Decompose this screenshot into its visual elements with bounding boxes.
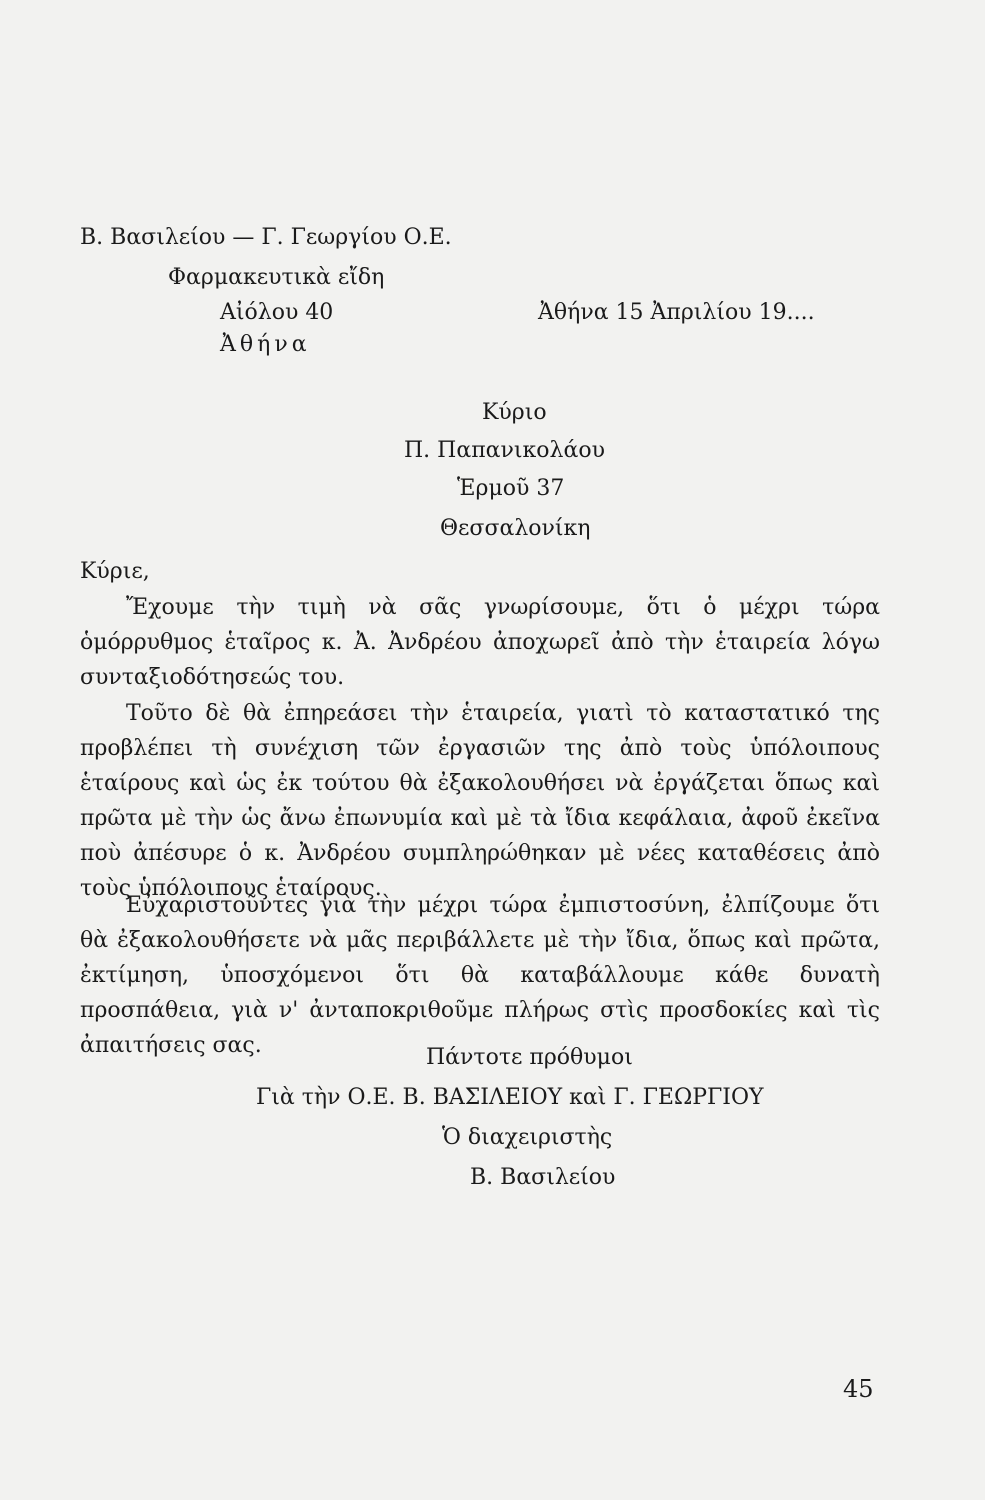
recipient-street: Ἑρμοῦ 37 [457, 476, 565, 501]
manager-title: Ὁ διαχειριστὴς [442, 1125, 613, 1150]
recipient-title: Κύριο [482, 400, 547, 425]
sender-city: Ἀθήνα [220, 332, 311, 357]
salutation: Κύριε, [80, 559, 150, 584]
body-paragraph: Τοῦτο δὲ θὰ ἐπηρεάσει τὴν ἑταιρεία, γιατὶ τὸ καταστατικό της προβλέπει τὴ συνέχιση τῶν ἐργασιῶν της ἀπὸ τοὺς ὑπόλοιπους ἑταίρους καὶ ὡς ἐκ τούτου θὰ ἐξακολουθήσει νὰ ἐργάζεται ὅπως καὶ πρῶτα μὲ τὴν ὡς ἄνω ἐπωνυμία καὶ μὲ τὰ ἴδια κεφάλαια, ἀφοῦ ἐκεῖνα ποὺ ἀπέσυρε ὁ κ. Ἀνδρέου συμπληρώθηκαν μὲ νέες καταθέσεις ἀπὸ τοὺς ὑπόλοιπους ἑταίρους. [80, 701, 880, 901]
closing-phrase: Πάντοτε πρόθυμοι [426, 1045, 633, 1070]
body-paragraph: Εὐχαριστοῦντες γιὰ τὴν μέχρι τώρα ἐμπιστοσύνη, ἐλπίζουμε ὅτι θὰ ἐξακολουθήσετε νὰ μᾶς περιβάλλετε μὲ τὴν ἴδια, ὅπως καὶ πρῶτα, ἐκτίμηση, ὑποσχόμενοι ὅτι θὰ καταβάλλουμε κάθε δυνατὴ προσπάθεια, γιὰ ν' ἀνταποκριθοῦμε πλήρως στὶς προσδοκίες καὶ τὶς ἀπαιτήσεις σας. [80, 893, 880, 1058]
sender-business: Φαρμακευτικὰ εἴδη [168, 265, 385, 290]
closing-company: Γιὰ τὴν Ο.Ε. Β. ΒΑΣΙΛΕΙΟΥ καὶ Γ. ΓΕΩΡΓΙΟΥ [256, 1085, 764, 1110]
sender-name: Β. Βασιλείου — Γ. Γεωργίου Ο.Ε. [80, 225, 452, 250]
letter-date: Ἀθήνα 15 Ἀπριλίου 19.... [538, 300, 815, 325]
recipient-city: Θεσσαλονίκη [440, 516, 591, 541]
page-number: 45 [843, 1375, 874, 1403]
signatory-name: Β. Βασιλείου [470, 1165, 616, 1190]
sender-street: Αἰόλου 40 [220, 300, 334, 325]
recipient-name: Π. Παπανικολάου [404, 438, 605, 463]
body-paragraph: Ἔχουμε τὴν τιμὴ νὰ σᾶς γνωρίσουμε, ὅτι ὁ μέχρι τώρα ὁμόρρυθμος ἑταῖρος κ. Ἀ. Ἀνδρέου ἀποχωρεῖ ἀπὸ τὴν ἑταιρεία λόγω συνταξιοδότησεώς του. [80, 595, 880, 690]
